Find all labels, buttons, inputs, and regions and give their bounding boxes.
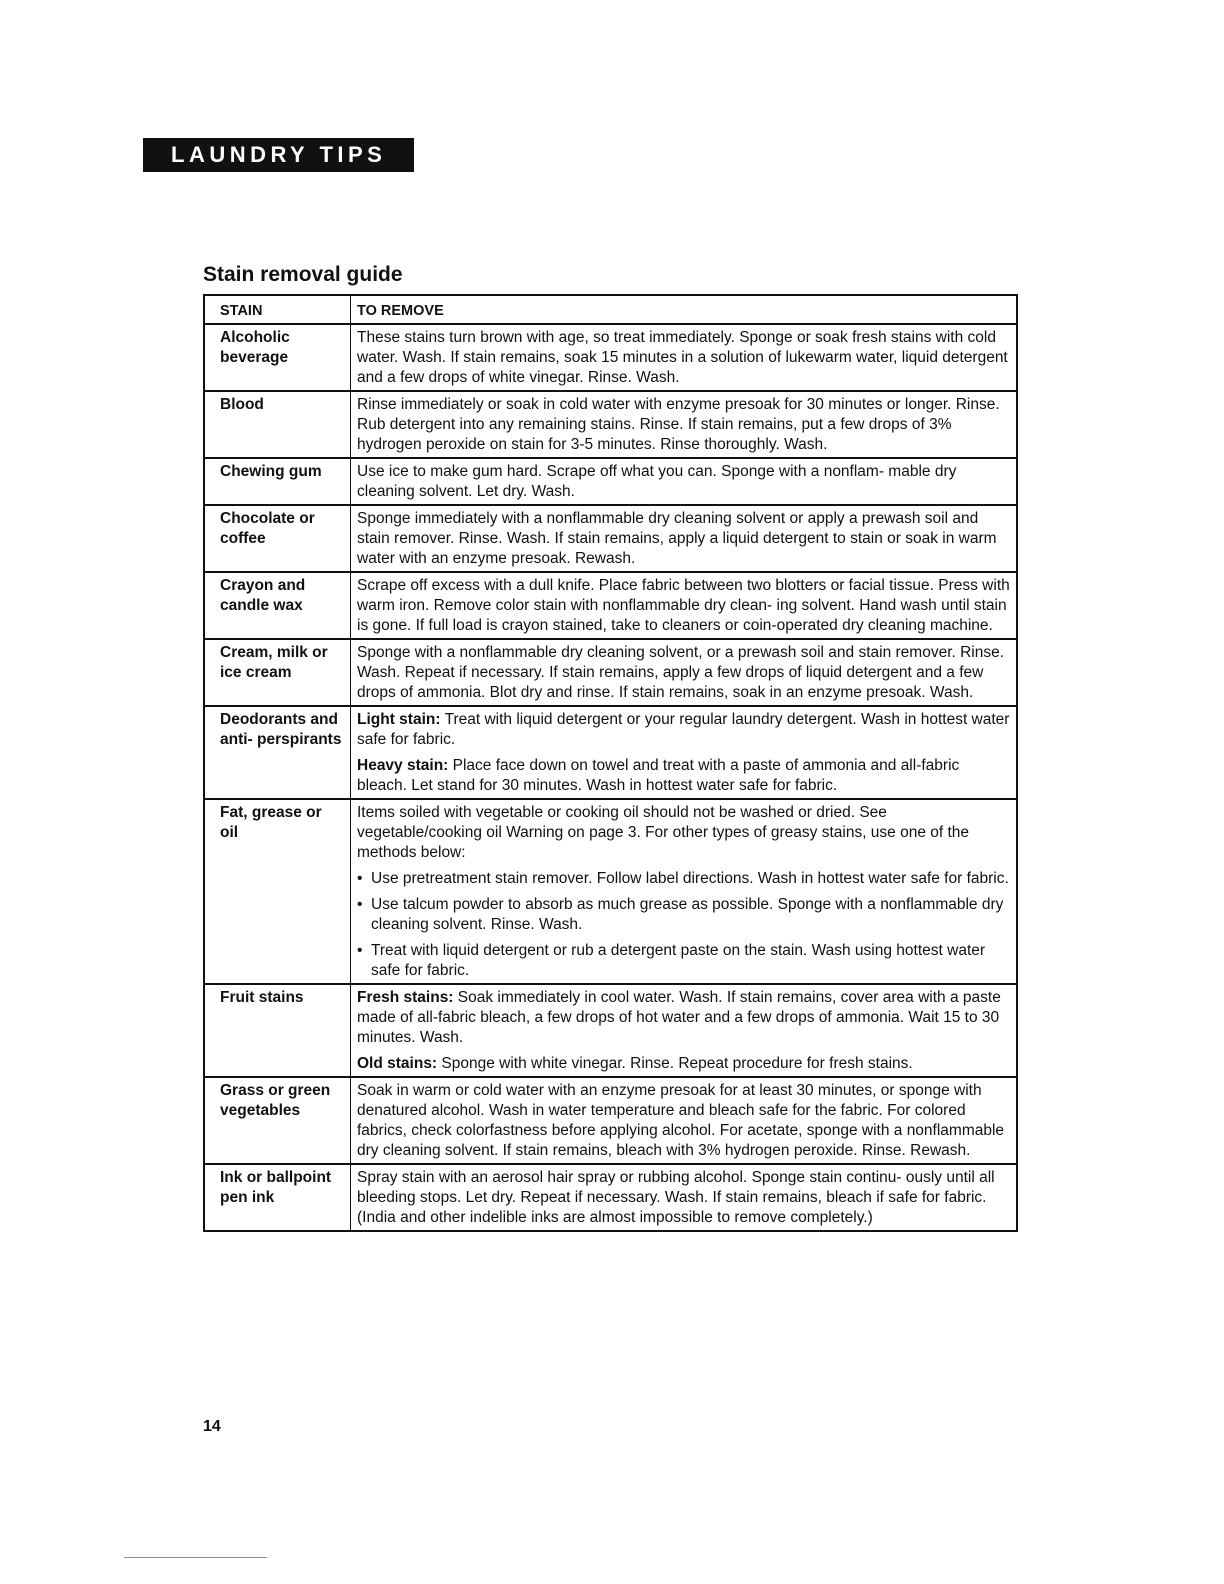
table-row bbox=[204, 505, 1017, 572]
instruction-text: Scrape off excess with a dull knife. Place fabric between two blotters or facial tissue. Press with warm iron. Remove color stain with nonflammable dry clean- ing solvent. Hand wash until stain is gone. If full load is crayon stained, take to cleaners or coin-operated dry cleaning machine. bbox=[357, 577, 1010, 634]
table-row bbox=[204, 639, 1017, 706]
page-title: Stain removal guide bbox=[203, 263, 403, 286]
stain-name: Alcoholic beverage bbox=[204, 324, 351, 391]
stain-name: Chocolate or coffee bbox=[204, 505, 351, 572]
instruction-text: Treat with liquid detergent or your regular laundry detergent. Wash in hottest water safe for fabric. bbox=[357, 711, 1010, 748]
instruction-paragraph bbox=[357, 710, 1010, 750]
stain-name: Fat, grease or oil bbox=[204, 799, 351, 984]
instruction-text: Soak in warm or cold water with an enzyme presoak for at least 30 minutes, or sponge with denatured alcohol. Wash in water temperature and bleach safe for the fabric. For colored fabrics, check colorfastness before applying alcohol. For acetate, sponge with a nonflammable dry cleaning solvent. If stain remains, bleach with 3% hydrogen peroxide. Rinse. Rewash. bbox=[357, 1082, 1005, 1159]
removal-instructions bbox=[351, 1164, 1018, 1231]
stain-type-label: Heavy stain: bbox=[357, 757, 449, 774]
instruction-text: Sponge with white vinegar. Rinse. Repeat procedure for fresh stains. bbox=[441, 1055, 913, 1072]
removal-instructions bbox=[351, 799, 1018, 984]
stain-name: Deodorants and anti- perspirants bbox=[204, 706, 351, 799]
table-row bbox=[204, 458, 1017, 505]
table-row bbox=[204, 984, 1017, 1077]
instruction-paragraph bbox=[357, 756, 1010, 796]
instruction-paragraph bbox=[357, 643, 1010, 703]
table-row bbox=[204, 706, 1017, 799]
stain-type-label: Old stains: bbox=[357, 1055, 438, 1072]
instruction-text: Soak immediately in cool water. Wash. If stain remains, cover area with a paste made of all-fabric bleach, a few drops of hot water and a few drops of ammonia. Wait 15 to 30 minutes. Wash. bbox=[357, 989, 1001, 1046]
instruction-paragraph bbox=[357, 328, 1010, 388]
instruction-paragraph bbox=[357, 1054, 1010, 1074]
stain-name: Blood bbox=[204, 391, 351, 458]
instruction-paragraph bbox=[357, 1081, 1010, 1161]
removal-instructions bbox=[351, 391, 1018, 458]
instruction-text: Rinse immediately or soak in cold water with enzyme presoak for 30 minutes or longer. Rinse. Rub detergent into any remaining stains. Rinse. If stain remains, put a few drops of 3% hydrogen peroxide on stain for 3-5 minutes. Rinse thoroughly. Wash. bbox=[357, 396, 1000, 453]
instruction-text: Spray stain with an aerosol hair spray or rubbing alcohol. Sponge stain continu- ously until all bleeding stops. Let dry. Repeat if necessary. Wash. If stain remains, bleach if safe for fabric. (India and other indelible inks are almost impossible to remove completely.) bbox=[357, 1169, 995, 1226]
table-row bbox=[204, 391, 1017, 458]
table-row bbox=[204, 324, 1017, 391]
stain-type-label: Light stain: bbox=[357, 711, 441, 728]
table-row bbox=[204, 1077, 1017, 1164]
stain-type-label: Fresh stains: bbox=[357, 989, 454, 1006]
instruction-paragraph bbox=[357, 462, 1010, 502]
table-row bbox=[204, 572, 1017, 639]
method-text: Treat with liquid detergent or rub a detergent paste on the stain. Wash using hottest water safe for fabric. bbox=[371, 942, 986, 979]
removal-instructions bbox=[351, 458, 1018, 505]
column-header-to-remove: TO REMOVE bbox=[351, 295, 1018, 324]
removal-instructions bbox=[351, 639, 1018, 706]
method-text: Use pretreatment stain remover. Follow label directions. Wash in hottest water safe for fabric. bbox=[371, 870, 1009, 887]
table-row bbox=[204, 799, 1017, 984]
page-number: 14 bbox=[203, 1418, 221, 1435]
instruction-text: Sponge immediately with a nonflammable dry cleaning solvent or apply a prewash soil and stain remover. Rinse. Wash. If stain remains, apply a liquid detergent to stain or soak in warm water with an enzyme presoak. Rewash. bbox=[357, 510, 997, 567]
column-header-stain: STAIN bbox=[204, 295, 351, 324]
instruction-text: Place face down on towel and treat with a paste of ammonia and all-fabric bleach. Let stand for 30 minutes. Wash in hottest water safe for fabric. bbox=[357, 757, 960, 794]
table-body bbox=[204, 324, 1017, 1231]
table-header-row bbox=[204, 295, 1017, 324]
bullet-icon: • bbox=[357, 870, 363, 887]
stain-name: Grass or green vegetables bbox=[204, 1077, 351, 1164]
instruction-text: These stains turn brown with age, so treat immediately. Sponge or soak fresh stains with cold water. Wash. If stain remains, soak 15 minutes in a solution of lukewarm water, liquid detergent and a few drops of white vinegar. Rinse. Wash. bbox=[357, 329, 1008, 386]
stain-name: Ink or ballpoint pen ink bbox=[204, 1164, 351, 1231]
method-item bbox=[357, 941, 1010, 981]
instruction-paragraph bbox=[357, 1168, 1010, 1228]
instruction-paragraph bbox=[357, 395, 1010, 455]
bullet-icon: • bbox=[357, 896, 363, 913]
footer-rule bbox=[124, 1557, 267, 1558]
removal-instructions bbox=[351, 572, 1018, 639]
method-item bbox=[357, 895, 1010, 935]
instruction-paragraph bbox=[357, 988, 1010, 1048]
method-text: Use talcum powder to absorb as much grease as possible. Sponge with a nonflammable dry cleaning solvent. Rinse. Wash. bbox=[371, 896, 1004, 933]
method-item bbox=[357, 869, 1010, 889]
table-row bbox=[204, 1164, 1017, 1231]
section-banner: LAUNDRY TIPS bbox=[143, 138, 414, 172]
removal-instructions bbox=[351, 505, 1018, 572]
stain-name: Cream, milk or ice cream bbox=[204, 639, 351, 706]
removal-instructions bbox=[351, 324, 1018, 391]
instruction-text: Use ice to make gum hard. Scrape off what you can. Sponge with a nonflam- mable dry cleaning solvent. Let dry. Wash. bbox=[357, 463, 957, 500]
instruction-paragraph bbox=[357, 576, 1010, 636]
method-list bbox=[357, 869, 1010, 981]
stain-name: Chewing gum bbox=[204, 458, 351, 505]
instruction-text: Items soiled with vegetable or cooking oil should not be washed or dried. See vegetable/cooking oil Warning on page 3. For other types of greasy stains, use one of the methods below: bbox=[357, 804, 970, 861]
instruction-text: Sponge with a nonflammable dry cleaning solvent, or a prewash soil and stain remover. Rinse. Wash. Repeat if necessary. If stain remains, apply a few drops of liquid detergent and a few drops of ammonia. Blot dry and rinse. If stain remains, soak in an enzyme presoak. Wash. bbox=[357, 644, 1005, 701]
instruction-paragraph bbox=[357, 803, 1010, 863]
bullet-icon: • bbox=[357, 942, 363, 959]
removal-instructions bbox=[351, 984, 1018, 1077]
instruction-paragraph bbox=[357, 509, 1010, 569]
stain-name: Crayon and candle wax bbox=[204, 572, 351, 639]
removal-instructions bbox=[351, 1077, 1018, 1164]
stain-name: Fruit stains bbox=[204, 984, 351, 1077]
removal-instructions bbox=[351, 706, 1018, 799]
stain-removal-table bbox=[203, 294, 1018, 1232]
